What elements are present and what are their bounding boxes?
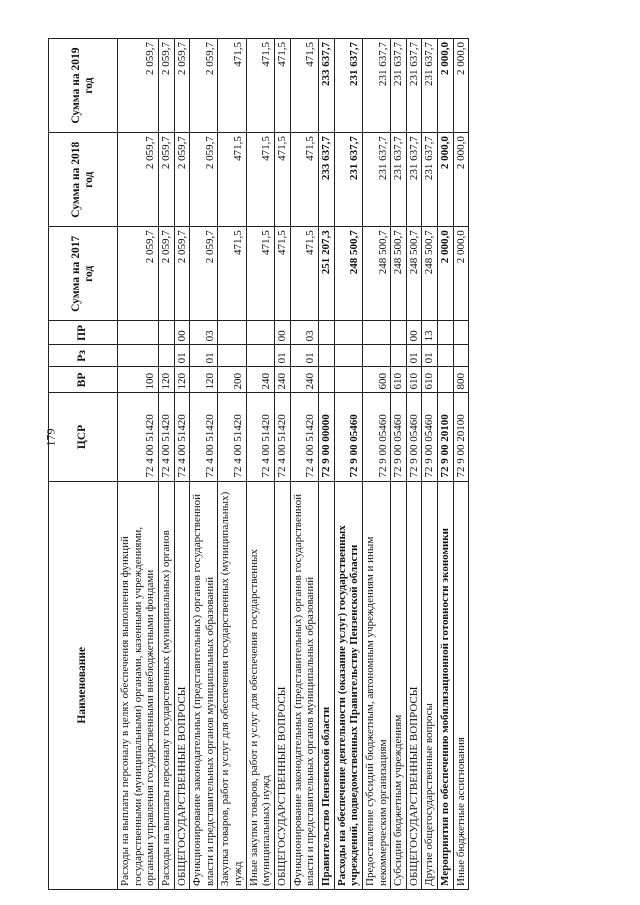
cell-sum-2019: 231 637,7 <box>362 39 390 133</box>
cell-rz: 01 <box>422 345 438 367</box>
cell-vr: 610 <box>406 367 422 393</box>
cell-pr <box>391 321 407 345</box>
cell-name: ОБЩЕГОСУДАРСТВЕННЫЕ ВОПРОСЫ <box>275 481 291 889</box>
cell-name: Расходы на выплаты персоналу в целях обеспечения выполнения функций государственными (муниципальными) органами, казенными учреждениями, органами управления государственными внебюджетными фондами <box>118 481 159 889</box>
cell-sum-2018: 231 637,7 <box>422 133 438 227</box>
budget-table-container <box>48 38 588 890</box>
cell-sum-2019: 471,5 <box>246 39 274 133</box>
cell-sum-2019: 2 059,7 <box>190 39 218 133</box>
table-row <box>334 39 362 890</box>
header-vr: ВР <box>49 367 118 393</box>
header-sum-2019: Сумма на 2019 год <box>49 39 118 133</box>
cell-sum-2017: 471,5 <box>275 227 291 321</box>
table-row <box>406 39 422 890</box>
cell-rz: 01 <box>275 345 291 367</box>
cell-csr: 72 4 00 51420 <box>246 393 274 481</box>
cell-vr <box>334 367 362 393</box>
cell-name: Расходы на обеспечение деятельности (оказание услуг) государственных учреждений, подведомственных Правительству Пензенской области <box>334 481 362 889</box>
cell-pr <box>318 321 334 345</box>
cell-sum-2017: 248 500,7 <box>334 227 362 321</box>
cell-rz <box>218 345 246 367</box>
cell-sum-2018: 231 637,7 <box>391 133 407 227</box>
cell-csr: 72 9 00 05460 <box>422 393 438 481</box>
cell-sum-2018: 231 637,7 <box>406 133 422 227</box>
cell-sum-2018: 231 637,7 <box>362 133 390 227</box>
cell-vr <box>438 367 454 393</box>
budget-table <box>48 38 469 890</box>
cell-sum-2017: 2 000,0 <box>438 227 454 321</box>
cell-sum-2018: 2 000,0 <box>453 133 469 227</box>
cell-sum-2017: 471,5 <box>290 227 318 321</box>
cell-rz <box>453 345 469 367</box>
cell-sum-2017: 248 500,7 <box>422 227 438 321</box>
cell-sum-2019: 2 059,7 <box>174 39 190 133</box>
table-row <box>438 39 454 890</box>
rotated-table-frame <box>48 38 588 890</box>
header-pr: ПР <box>49 321 118 345</box>
cell-sum-2018: 2 059,7 <box>118 133 159 227</box>
cell-sum-2019: 2 000,0 <box>453 39 469 133</box>
cell-name: Предоставление субсидий бюджетным, автономным учреждениям и иным некоммерческим организациям <box>362 481 390 889</box>
cell-name: Расходы на выплаты персоналу государственных (муниципальных) органов <box>158 481 174 889</box>
cell-pr: 00 <box>174 321 190 345</box>
table-row <box>422 39 438 890</box>
cell-csr: 72 4 00 51420 <box>290 393 318 481</box>
cell-sum-2019: 231 637,7 <box>406 39 422 133</box>
cell-pr <box>118 321 159 345</box>
table-row <box>275 39 291 890</box>
table-row <box>190 39 218 890</box>
cell-name: Иные закупки товаров, работ и услуг для обеспечения государственных (муниципальных) нужд <box>246 481 274 889</box>
cell-sum-2019: 2 000,0 <box>438 39 454 133</box>
cell-sum-2018: 2 059,7 <box>158 133 174 227</box>
cell-rz <box>391 345 407 367</box>
cell-sum-2019: 2 059,7 <box>158 39 174 133</box>
cell-csr: 72 4 00 51420 <box>190 393 218 481</box>
cell-sum-2017: 471,5 <box>246 227 274 321</box>
cell-sum-2017: 471,5 <box>218 227 246 321</box>
header-rz: Рз <box>49 345 118 367</box>
cell-sum-2019: 471,5 <box>218 39 246 133</box>
table-row <box>318 39 334 890</box>
cell-vr: 120 <box>174 367 190 393</box>
header-sum-2018: Сумма на 2018 год <box>49 133 118 227</box>
cell-name: Мероприятия по обеспечению мобилизационной готовности экономики <box>438 481 454 889</box>
cell-rz <box>438 345 454 367</box>
cell-sum-2017: 251 207,3 <box>318 227 334 321</box>
cell-pr <box>218 321 246 345</box>
cell-vr: 100 <box>118 367 159 393</box>
table-body <box>118 39 469 890</box>
cell-name: Иные бюджетные ассигнования <box>453 481 469 889</box>
cell-sum-2018: 471,5 <box>218 133 246 227</box>
cell-csr: 72 4 00 51420 <box>275 393 291 481</box>
table-row <box>158 39 174 890</box>
cell-sum-2018: 2 059,7 <box>190 133 218 227</box>
cell-rz <box>362 345 390 367</box>
cell-sum-2019: 231 637,7 <box>422 39 438 133</box>
cell-sum-2019: 471,5 <box>275 39 291 133</box>
cell-rz <box>334 345 362 367</box>
cell-vr: 120 <box>158 367 174 393</box>
cell-sum-2018: 233 637,7 <box>318 133 334 227</box>
table-row <box>362 39 390 890</box>
cell-sum-2017: 2 000,0 <box>453 227 469 321</box>
table-row <box>391 39 407 890</box>
header-sum-2017: Сумма на 2017 год <box>49 227 118 321</box>
cell-rz <box>158 345 174 367</box>
cell-pr: 13 <box>422 321 438 345</box>
table-row <box>453 39 469 890</box>
cell-pr <box>438 321 454 345</box>
cell-sum-2017: 248 500,7 <box>362 227 390 321</box>
cell-sum-2019: 2 059,7 <box>118 39 159 133</box>
cell-pr: 00 <box>275 321 291 345</box>
cell-csr: 72 9 00 05460 <box>362 393 390 481</box>
cell-vr: 600 <box>362 367 390 393</box>
cell-name: Другие общегосударственные вопросы <box>422 481 438 889</box>
page-number: 179 <box>43 428 58 447</box>
cell-vr: 610 <box>391 367 407 393</box>
cell-pr: 00 <box>406 321 422 345</box>
cell-pr <box>362 321 390 345</box>
cell-csr: 72 9 00 05460 <box>334 393 362 481</box>
cell-vr: 240 <box>290 367 318 393</box>
cell-rz: 01 <box>174 345 190 367</box>
cell-name: Правительство Пензенской области <box>318 481 334 889</box>
header-csr: ЦСР <box>49 393 118 481</box>
cell-rz <box>118 345 159 367</box>
cell-csr: 72 4 00 51420 <box>218 393 246 481</box>
cell-pr <box>334 321 362 345</box>
cell-vr: 610 <box>422 367 438 393</box>
cell-rz: 01 <box>290 345 318 367</box>
cell-vr: 800 <box>453 367 469 393</box>
cell-rz: 01 <box>406 345 422 367</box>
cell-sum-2019: 233 637,7 <box>318 39 334 133</box>
cell-rz <box>246 345 274 367</box>
cell-csr: 72 9 00 20100 <box>453 393 469 481</box>
cell-csr: 72 9 00 00000 <box>318 393 334 481</box>
cell-pr <box>246 321 274 345</box>
table-row <box>290 39 318 890</box>
cell-csr: 72 4 00 51420 <box>158 393 174 481</box>
cell-sum-2017: 2 059,7 <box>158 227 174 321</box>
cell-sum-2018: 2 059,7 <box>174 133 190 227</box>
cell-sum-2019: 471,5 <box>290 39 318 133</box>
cell-vr: 240 <box>246 367 274 393</box>
cell-pr: 03 <box>190 321 218 345</box>
cell-sum-2019: 231 637,7 <box>334 39 362 133</box>
cell-vr: 240 <box>275 367 291 393</box>
cell-sum-2017: 2 059,7 <box>190 227 218 321</box>
cell-name: ОБЩЕГОСУДАРСТВЕННЫЕ ВОПРОСЫ <box>406 481 422 889</box>
cell-sum-2018: 2 000,0 <box>438 133 454 227</box>
cell-sum-2017: 248 500,7 <box>391 227 407 321</box>
cell-sum-2017: 2 059,7 <box>118 227 159 321</box>
cell-pr <box>158 321 174 345</box>
cell-sum-2017: 2 059,7 <box>174 227 190 321</box>
table-row <box>218 39 246 890</box>
cell-sum-2017: 248 500,7 <box>406 227 422 321</box>
cell-sum-2018: 471,5 <box>275 133 291 227</box>
cell-pr: 03 <box>290 321 318 345</box>
table-row <box>118 39 159 890</box>
cell-pr <box>453 321 469 345</box>
cell-name: ОБЩЕГОСУДАРСТВЕННЫЕ ВОПРОСЫ <box>174 481 190 889</box>
cell-csr: 72 9 00 05460 <box>391 393 407 481</box>
cell-vr: 200 <box>218 367 246 393</box>
cell-rz <box>318 345 334 367</box>
cell-name: Функционирование законодательных (представительных) органов государственной власти и представительных органов муниципальных образований <box>190 481 218 889</box>
cell-name: Закупка товаров, работ и услуг для обеспечения государственных (муниципальных) нужд <box>218 481 246 889</box>
table-row <box>174 39 190 890</box>
cell-sum-2018: 471,5 <box>246 133 274 227</box>
cell-sum-2019: 231 637,7 <box>391 39 407 133</box>
table-header-row <box>49 39 118 890</box>
cell-csr: 72 4 00 51420 <box>118 393 159 481</box>
cell-csr: 72 9 00 20100 <box>438 393 454 481</box>
cell-name: Субсидии бюджетным учреждениям <box>391 481 407 889</box>
table-row <box>246 39 274 890</box>
cell-vr <box>318 367 334 393</box>
cell-sum-2018: 471,5 <box>290 133 318 227</box>
cell-csr: 72 9 00 05460 <box>406 393 422 481</box>
cell-csr: 72 4 00 51420 <box>174 393 190 481</box>
cell-vr: 120 <box>190 367 218 393</box>
cell-rz: 01 <box>190 345 218 367</box>
header-name: Наименование <box>49 481 118 889</box>
cell-name: Функционирование законодательных (представительных) органов государственной власти и представительных органов муниципальных образований <box>290 481 318 889</box>
cell-sum-2018: 231 637,7 <box>334 133 362 227</box>
